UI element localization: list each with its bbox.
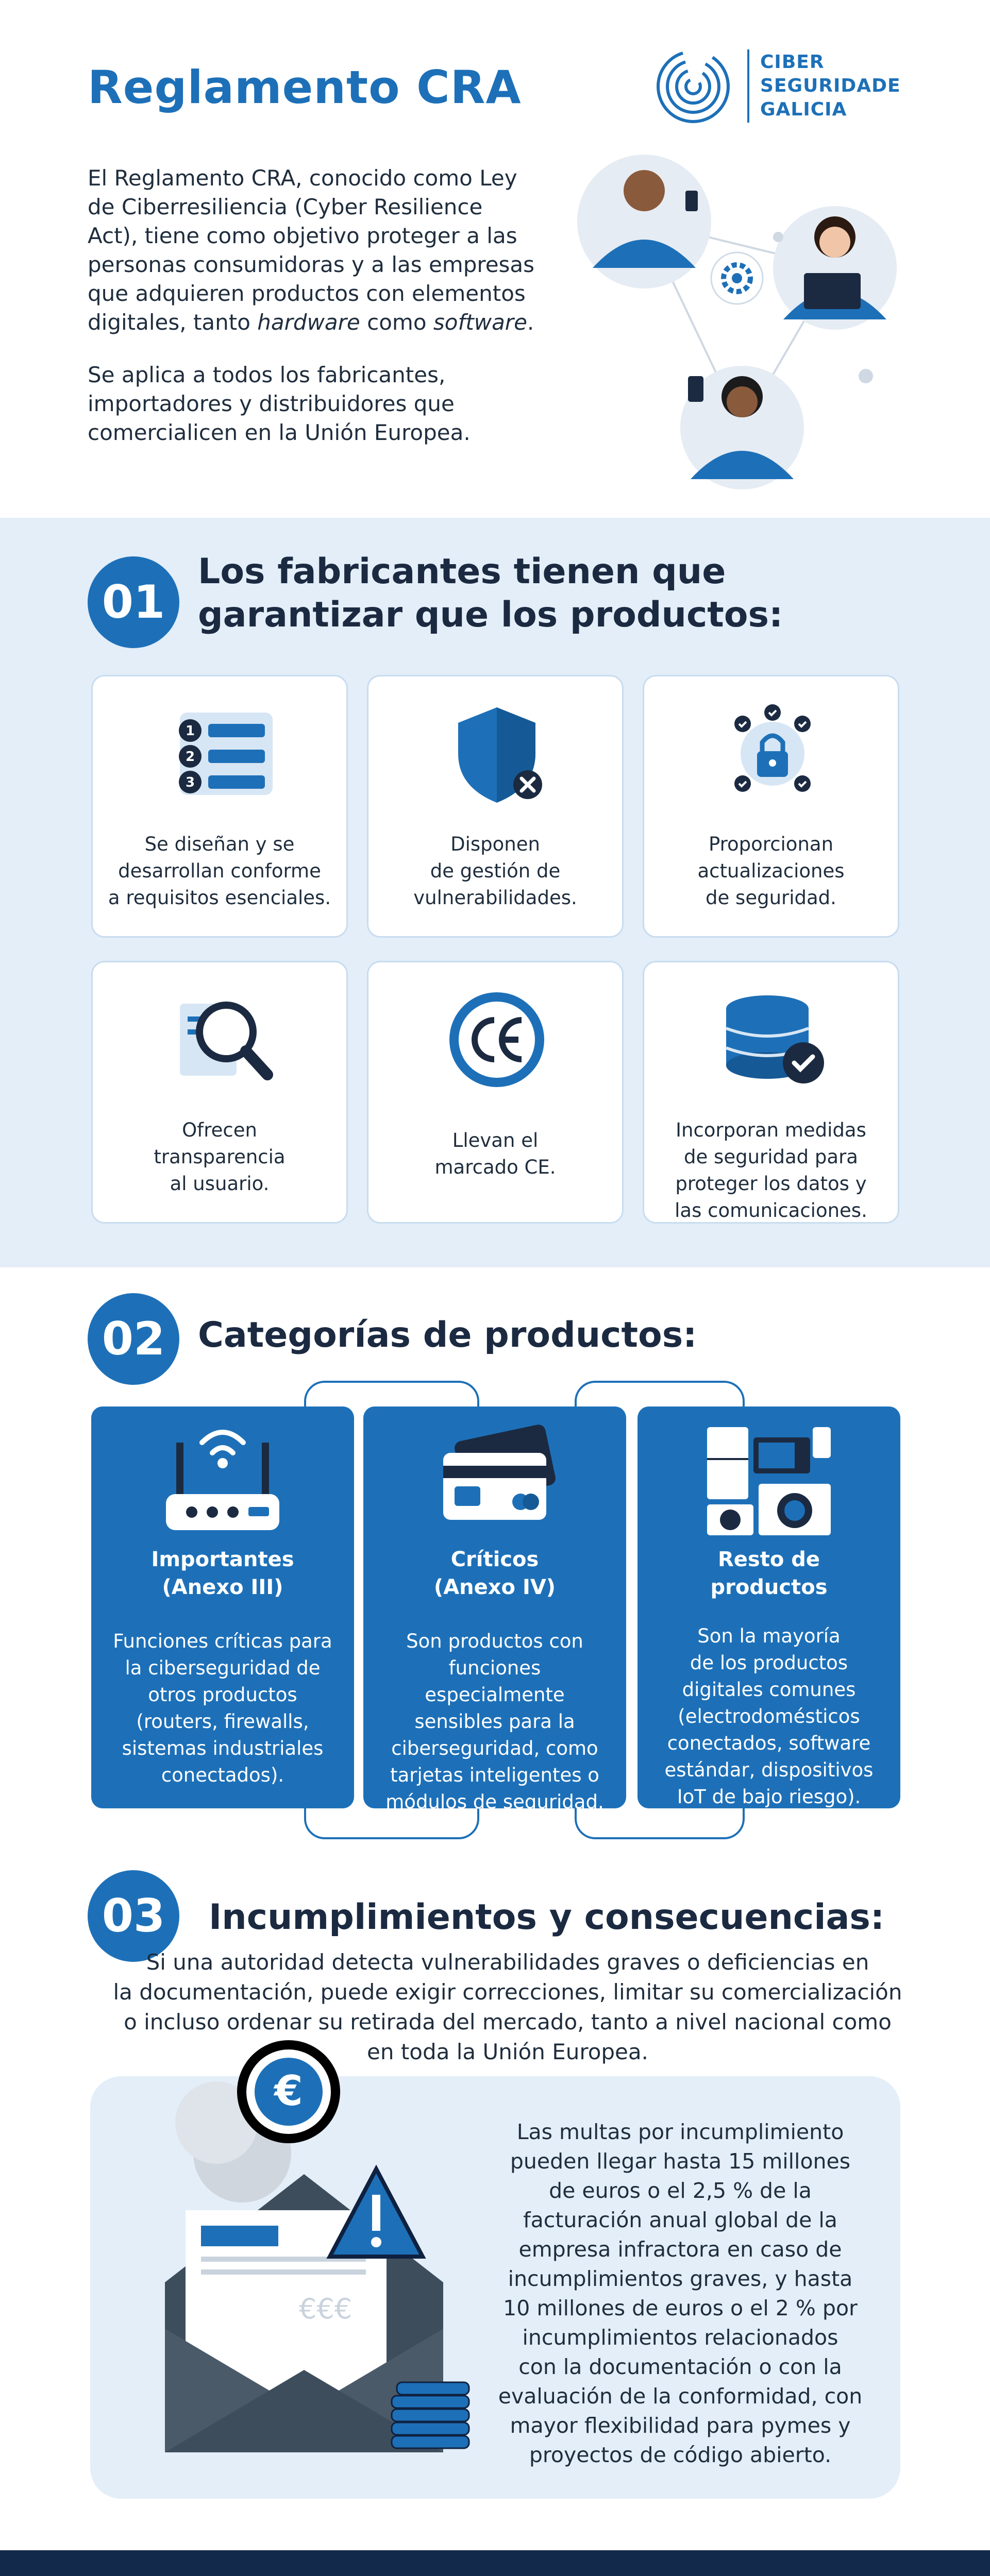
card-line: Disponen bbox=[450, 833, 540, 855]
category-description bbox=[107, 1628, 339, 1789]
requirement-card bbox=[643, 675, 899, 938]
fines-line: evaluación de la conformidad, con bbox=[498, 2384, 863, 2409]
card-line: actualizaciones bbox=[697, 860, 845, 882]
scope-line: comercialicen en la Unión Europea. bbox=[88, 420, 471, 445]
intro-paragraph bbox=[88, 164, 551, 337]
category-desc-line: IoT de bajo riesgo). bbox=[677, 1786, 861, 1808]
card-line: Se diseñan y se bbox=[144, 833, 295, 855]
fines-line: proyectos de código abierto. bbox=[529, 2443, 832, 2467]
card-line: Llevan el bbox=[452, 1129, 539, 1151]
currency-text: €€€ bbox=[299, 2293, 353, 2325]
intro-line: El Reglamento CRA, conocido como Ley bbox=[88, 165, 517, 191]
page-title: Reglamento CRA bbox=[88, 61, 522, 114]
category-title-line: productos bbox=[710, 1575, 828, 1599]
card-text bbox=[103, 831, 336, 911]
logo-line: CIBER bbox=[760, 52, 825, 73]
card-line: Incorporan medidas bbox=[676, 1119, 866, 1141]
consequences-line: Si una autoridad detecta vulnerabilidades graves o deficiencias en bbox=[146, 1950, 869, 1975]
requirement-card bbox=[367, 675, 624, 938]
router-icon bbox=[156, 1422, 290, 1540]
section-number-1: 01 bbox=[88, 556, 179, 648]
logo-divider bbox=[747, 49, 749, 123]
card-line: de gestión de bbox=[430, 860, 561, 882]
section-number-2: 02 bbox=[88, 1293, 179, 1385]
intro-line: Act), tiene como objetivo proteger a las bbox=[88, 223, 517, 248]
ciberseguridade-logo bbox=[655, 45, 902, 128]
category-description bbox=[653, 1623, 885, 1810]
fines-line: 10 millones de euros o el 2 % por bbox=[503, 2296, 858, 2320]
fines-line: empresa infractora en caso de bbox=[518, 2237, 842, 2262]
consequences-line: o incluso ordenar su retirada del mercado, tanto a nivel nacional como bbox=[124, 2009, 892, 2035]
svg-text:3: 3 bbox=[185, 775, 195, 790]
card-line: Ofrecen bbox=[182, 1119, 257, 1141]
svg-text:2: 2 bbox=[185, 749, 195, 765]
product-category-card bbox=[363, 1406, 626, 1813]
scope-line: importadores y distribuidores que bbox=[88, 391, 455, 416]
category-desc-line: Funciones críticas para bbox=[113, 1630, 332, 1652]
category-title bbox=[648, 1546, 890, 1601]
consequences-line: la documentación, puede exigir correcciones, limitar su comercialización bbox=[113, 1979, 902, 2005]
intro-line: de Ciberresiliencia (Cyber Resilience bbox=[88, 194, 483, 219]
database-check-icon bbox=[711, 988, 834, 1091]
card-line: transparencia bbox=[154, 1146, 286, 1168]
requirement-card bbox=[643, 961, 899, 1224]
fines-line: Las multas por incumplimiento bbox=[516, 2120, 844, 2144]
card-text bbox=[655, 1117, 887, 1224]
requirement-card bbox=[91, 675, 348, 938]
section-title-1 bbox=[198, 550, 783, 637]
svg-text:1: 1 bbox=[185, 723, 195, 739]
product-category-card bbox=[637, 1406, 900, 1808]
product-category-card bbox=[91, 1406, 354, 1808]
card-line: de seguridad. bbox=[706, 887, 836, 909]
category-desc-line: otros productos bbox=[148, 1684, 297, 1706]
fines-description bbox=[495, 2117, 866, 2470]
category-desc-line: (electrodomésticos bbox=[678, 1705, 860, 1727]
fines-line: pueden llegar hasta 15 millones bbox=[510, 2149, 851, 2174]
category-desc-line: funciones especialmente bbox=[425, 1657, 565, 1706]
requirement-card bbox=[367, 961, 624, 1224]
category-title bbox=[374, 1546, 616, 1601]
svg-text:€: € bbox=[274, 2067, 303, 2115]
smart-card-icon bbox=[428, 1422, 562, 1540]
card-text bbox=[655, 831, 887, 911]
category-desc-line: la ciberseguridad de bbox=[125, 1657, 321, 1679]
intro-hardware: hardware bbox=[257, 310, 360, 335]
section-number-3: 03 bbox=[88, 1870, 179, 1962]
section-title-3: Incumplimientos y consecuencias: bbox=[209, 1897, 885, 1938]
card-line: de seguridad para bbox=[684, 1146, 858, 1168]
card-line: desarrollan conforme bbox=[118, 860, 321, 882]
category-desc-line: de los productos bbox=[690, 1652, 848, 1674]
category-desc-line: Son la mayoría bbox=[697, 1625, 841, 1647]
section-title-line: garantizar que los productos: bbox=[198, 595, 783, 635]
intro-line bbox=[88, 308, 551, 337]
category-title-line: Críticos bbox=[450, 1548, 539, 1571]
consequences-line: en toda la Unión Europea. bbox=[367, 2039, 648, 2064]
category-title-line: (Anexo III) bbox=[162, 1575, 283, 1599]
fine-envelope-illustration bbox=[103, 2040, 490, 2483]
lock-checks-icon bbox=[711, 702, 834, 805]
section-title-2: Categorías de productos: bbox=[198, 1315, 697, 1355]
fines-line: con la documentación o con la bbox=[518, 2354, 842, 2379]
logo-line: GALICIA bbox=[760, 99, 847, 120]
card-line: proteger los datos y bbox=[675, 1173, 867, 1195]
intro-line: que adquieren productos con elementos bbox=[88, 281, 526, 306]
fines-line: incumplimientos graves, y hasta bbox=[508, 2266, 853, 2291]
category-desc-line: sensibles para la bbox=[414, 1710, 575, 1733]
numbered-list-icon bbox=[159, 702, 283, 805]
category-desc-line: ciberseguridad, como bbox=[391, 1737, 598, 1759]
cta-banner bbox=[0, 2550, 990, 2576]
logo-text bbox=[760, 50, 901, 122]
category-title-line: Resto de bbox=[717, 1548, 820, 1571]
category-desc-line: conectados, software bbox=[667, 1732, 871, 1754]
category-desc-line: Son productos con bbox=[406, 1630, 583, 1652]
category-desc-line: digitales comunes bbox=[682, 1679, 856, 1701]
card-line: marcado CE. bbox=[434, 1156, 556, 1178]
category-title-line: Importantes bbox=[151, 1548, 294, 1571]
category-title bbox=[102, 1546, 344, 1601]
category-desc-line: sistemas industriales bbox=[122, 1737, 324, 1759]
intro-line: personas consumidoras y a las empresas bbox=[88, 252, 535, 277]
team-illustration bbox=[557, 134, 928, 489]
category-title-line: (Anexo IV) bbox=[433, 1575, 556, 1599]
category-desc-line: conectados). bbox=[161, 1764, 284, 1786]
intro-text: . bbox=[527, 310, 534, 335]
fines-line: de euros o el 2,5 % de la bbox=[549, 2178, 812, 2203]
card-text bbox=[379, 1127, 612, 1181]
card-line: Proporcionan bbox=[708, 833, 834, 855]
scope-line: Se aplica a todos los fabricantes, bbox=[88, 362, 446, 387]
appliances-icon bbox=[702, 1422, 836, 1540]
card-line: al usuario. bbox=[170, 1173, 270, 1195]
ce-mark-icon bbox=[435, 988, 559, 1091]
logo-line: SEGURIDADE bbox=[760, 75, 901, 96]
scope-paragraph bbox=[88, 361, 551, 447]
fines-line: incumplimientos relacionados bbox=[522, 2325, 838, 2350]
category-desc-line: módulos de seguridad. bbox=[385, 1791, 604, 1813]
card-line: vulnerabilidades. bbox=[413, 887, 577, 909]
section-title-line: Los fabricantes tienen que bbox=[198, 551, 726, 592]
magnifier-icon bbox=[159, 988, 283, 1091]
intro-software: software bbox=[433, 310, 527, 335]
fingerprint-logo-icon bbox=[655, 48, 732, 125]
category-desc-line: estándar, dispositivos bbox=[664, 1759, 874, 1781]
card-text bbox=[103, 1117, 336, 1197]
shield-x-icon bbox=[435, 702, 559, 805]
card-text bbox=[379, 831, 612, 911]
intro-text: digitales, tanto bbox=[88, 310, 258, 335]
fines-line: facturación anual global de la bbox=[523, 2208, 837, 2232]
card-line: las comunicaciones. bbox=[675, 1199, 867, 1222]
intro-text: como bbox=[360, 310, 433, 335]
requirement-card bbox=[91, 961, 348, 1224]
category-desc-line: (routers, firewalls, bbox=[136, 1710, 309, 1733]
fines-line: mayor flexibilidad para pymes y bbox=[510, 2413, 851, 2438]
card-line: a requisitos esenciales. bbox=[108, 887, 331, 909]
category-desc-line: tarjetas inteligentes o bbox=[390, 1764, 599, 1786]
category-description bbox=[379, 1628, 611, 1816]
